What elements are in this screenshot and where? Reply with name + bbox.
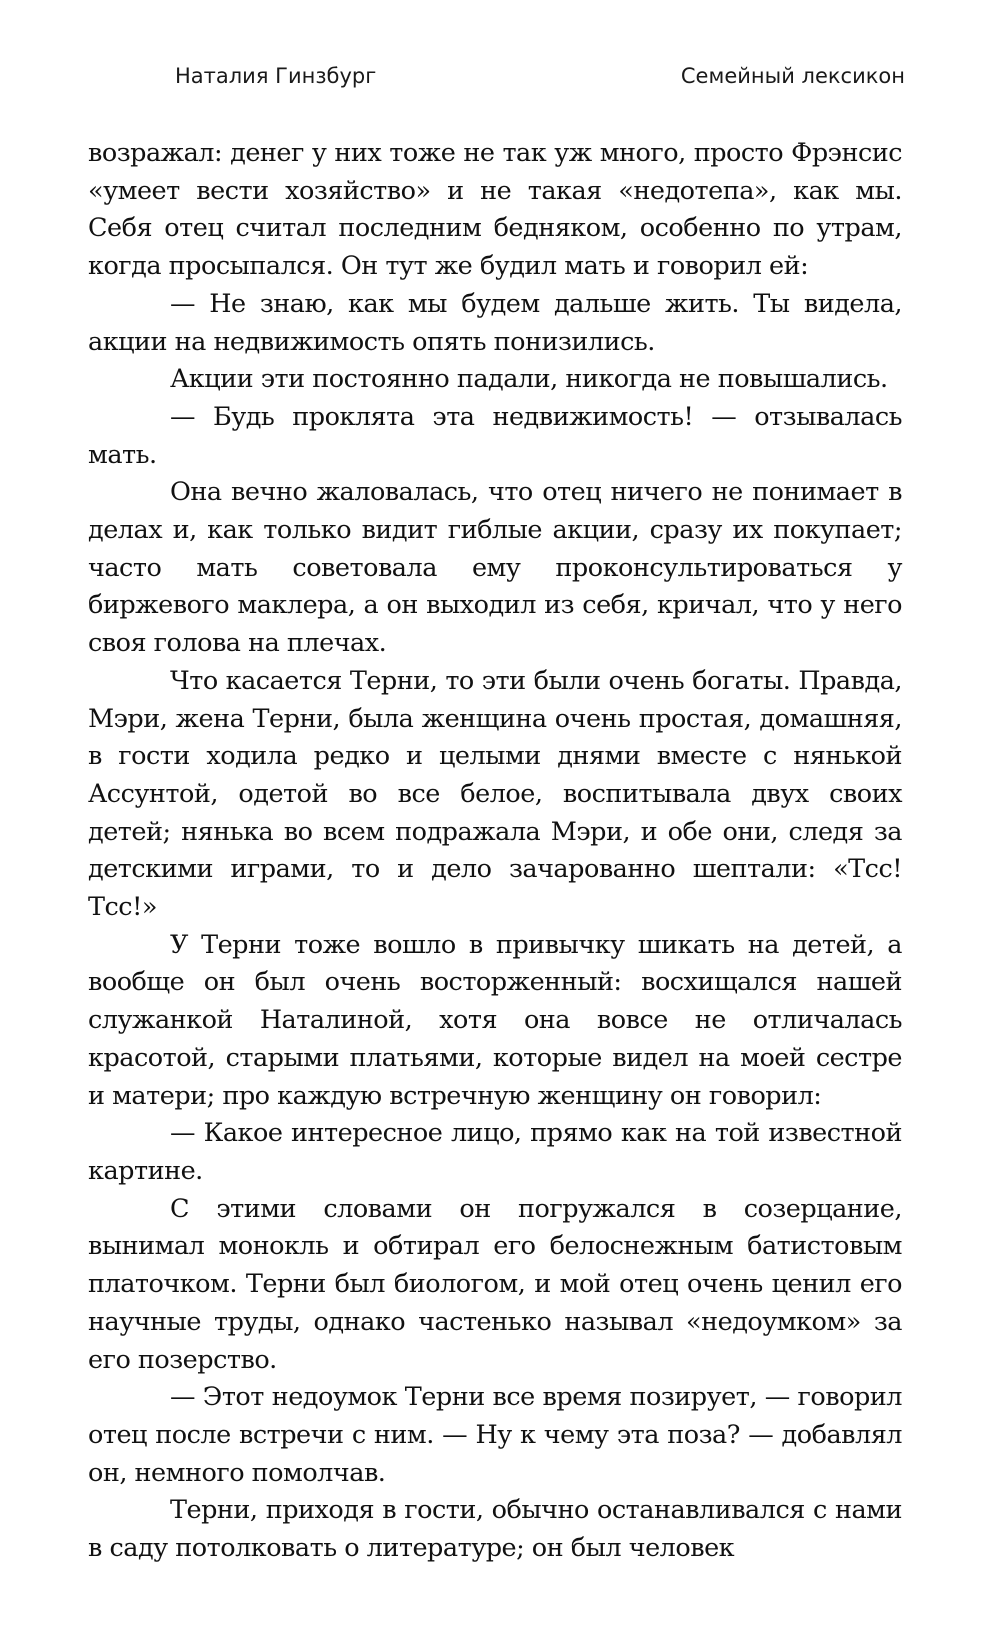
paragraph: Акции эти постоянно падали, никогда не повышались. bbox=[170, 364, 888, 395]
paragraph: Что касается Терни, то эти были очень богаты. Правда, Мэри, жена Терни, была женщина очень простая, домашняя, в гости ходила редко и целыми днями вместе с нянькой Ассунтой, одетой во все белое, воспитывала двух своих детей; нянька во всем подражала Мэри, и обе они, следя за детскими играми, то и дело зачарованно шептали: «Тсс! Тсс!» bbox=[88, 665, 902, 923]
paragraph: возражал: денег у них тоже не так уж много, просто Фрэнсис «умеет вести хозяйство» и не такая «недотепа», как мы. Себя отец считал последним бедняком, особенно по утрам, когда просыпался. Он тут же будил мать и говорил ей: bbox=[88, 138, 902, 282]
paragraph: С этими словами он погружался в созерцание, вынимал монокль и обтирал его белоснежным батистовым платочком. Терни был биологом, и мой отец очень ценил его научные труды, однако частенько называл «недоумком» за его позерство. bbox=[88, 1193, 902, 1375]
paragraph: — Какое интересное лицо, прямо как на той известной картине. bbox=[88, 1118, 902, 1186]
paragraph: Терни, приходя в гости, обычно останавливался с нами в саду потолковать о литературе; он был человек bbox=[88, 1495, 902, 1564]
paragraph: Она вечно жаловалась, что отец ничего не понимает в делах и, как только видит гиблые акции, сразу их покупает; часто мать советовала ему проконсультироваться у биржевого маклера, а он выходил из себя, кричал, что у него своя голова на плечах. bbox=[88, 477, 902, 659]
running-header bbox=[175, 64, 905, 94]
header-book-title: Семейный лексикон bbox=[680, 64, 905, 88]
paragraph: — Этот недоумок Терни все время позирует, — говорил отец после встречи с ним. — Ну к чему эта поза? — добавлял он, немного помолчав. bbox=[88, 1382, 902, 1488]
paragraph: — Не знаю, как мы будем дальше жить. Ты видела, акции на недвижимость опять понизились. bbox=[88, 288, 902, 357]
body-text bbox=[88, 135, 902, 1568]
paragraph: — Будь проклята эта недвижимость! — отзывалась мать. bbox=[88, 401, 902, 470]
paragraph: У Терни тоже вошло в привычку шикать на детей, а вообще он был очень восторженный: восхищался нашей служанкой Наталиной, хотя она вовсе не отличалась красотой, старыми платьями, которые видел на моей сестре и матери; про каждую встречную женщину он говорил: bbox=[88, 929, 902, 1111]
header-author: Наталия Гинзбург bbox=[175, 64, 377, 88]
